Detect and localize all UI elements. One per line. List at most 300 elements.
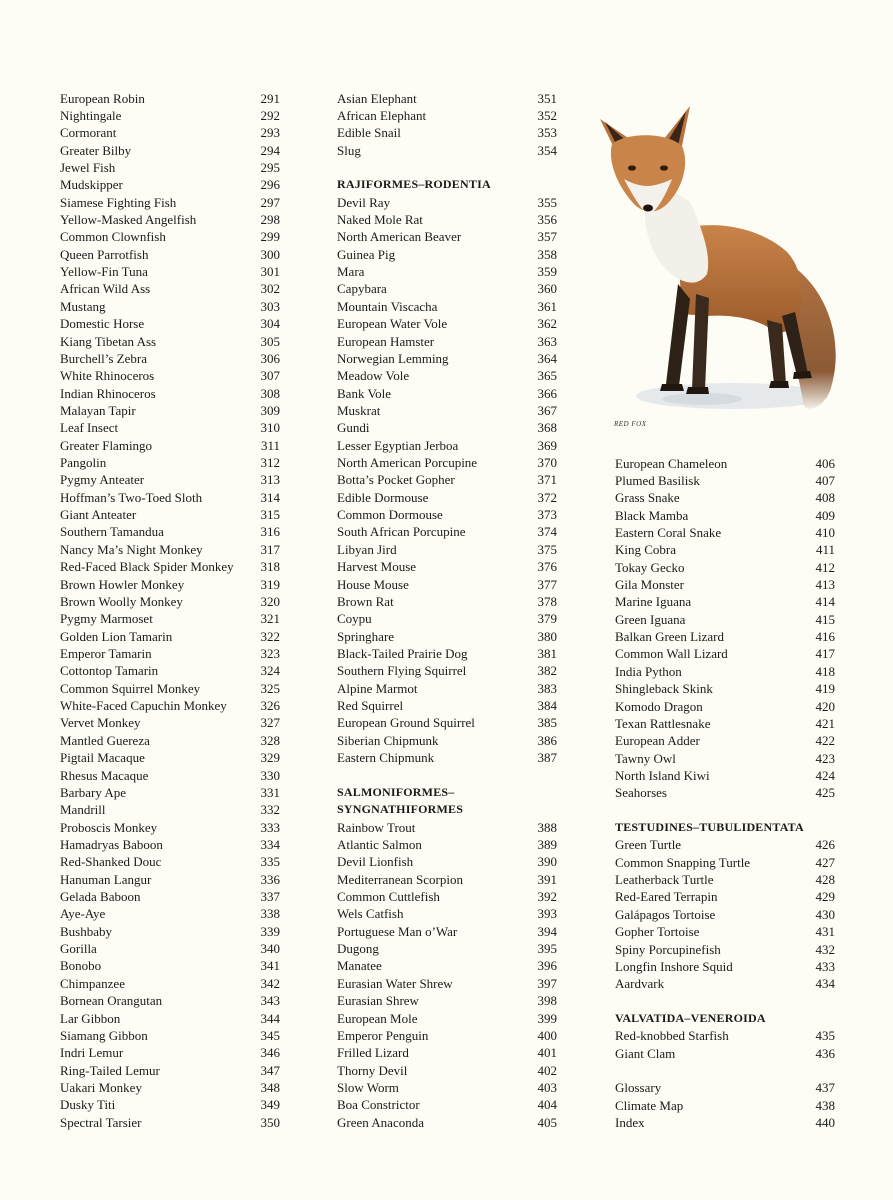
toc-entry[interactable] [60, 732, 280, 749]
toc-entry[interactable] [60, 437, 280, 454]
entry-title: Spectral Tarsier [60, 1114, 142, 1130]
toc-entry[interactable] [60, 610, 280, 627]
toc-entry[interactable] [337, 853, 557, 870]
toc-entry[interactable] [615, 1079, 835, 1096]
toc-entry[interactable] [337, 124, 557, 141]
toc-entry[interactable] [60, 836, 280, 853]
entry-title: Common Squirrel Monkey [60, 680, 201, 696]
toc-entry[interactable] [60, 1114, 280, 1131]
toc-entry[interactable] [337, 940, 557, 957]
entry-title: North American Beaver [337, 229, 462, 245]
toc-entry[interactable] [337, 90, 557, 107]
page-number: 356 [537, 212, 557, 228]
entry-title: Slug [337, 142, 361, 158]
toc-entry[interactable] [60, 333, 280, 350]
page-number: 345 [260, 1027, 280, 1043]
toc-entry[interactable] [615, 576, 835, 593]
toc-entry[interactable] [337, 506, 557, 523]
page-number: 363 [537, 333, 557, 349]
toc-entry[interactable] [615, 663, 835, 680]
toc-entry[interactable] [60, 523, 280, 540]
entry-title: Siamese Fighting Fish [60, 194, 177, 210]
entry-title: Naked Mole Rat [337, 212, 423, 228]
page-number: 329 [260, 750, 280, 766]
toc-entry[interactable] [337, 333, 557, 350]
toc-entry[interactable] [337, 749, 557, 766]
page-number: 372 [537, 489, 557, 505]
entry-title: Boa Constrictor [337, 1097, 420, 1113]
page-number: 297 [260, 194, 280, 210]
page-number: 412 [815, 559, 835, 575]
entry-title: Galápagos Tortoise [615, 906, 716, 922]
toc-entry[interactable] [60, 697, 280, 714]
page-number: 367 [537, 402, 557, 418]
toc-entry[interactable] [60, 211, 280, 228]
toc-entry[interactable] [337, 732, 557, 749]
toc-entry[interactable] [60, 1079, 280, 1096]
toc-entry[interactable] [615, 975, 835, 992]
toc-entry[interactable] [60, 246, 280, 263]
toc-entry[interactable] [337, 419, 557, 436]
toc-entry[interactable] [615, 1045, 835, 1062]
toc-entry[interactable] [615, 1027, 835, 1044]
entry-title: Gopher Tortoise [615, 924, 700, 940]
toc-entry[interactable] [60, 176, 280, 193]
toc-entry[interactable] [337, 228, 557, 245]
toc-entry[interactable] [60, 298, 280, 315]
toc-entry[interactable] [60, 957, 280, 974]
page-number: 393 [537, 906, 557, 922]
page-number: 310 [260, 420, 280, 436]
toc-entry[interactable] [615, 941, 835, 958]
toc-entry[interactable] [337, 697, 557, 714]
page-number: 386 [537, 732, 557, 748]
entry-title: Cottontop Tamarin [60, 663, 159, 679]
toc-entry[interactable] [615, 472, 835, 489]
toc-entry[interactable] [60, 107, 280, 124]
toc-entry[interactable] [60, 593, 280, 610]
toc-entry[interactable] [60, 90, 280, 107]
toc-entry[interactable] [60, 419, 280, 436]
toc-entry[interactable] [60, 142, 280, 159]
toc-entry[interactable] [337, 1044, 557, 1061]
entry-title: Dusky Titi [60, 1097, 116, 1113]
entry-title: Climate Map [615, 1097, 684, 1113]
page-number: 436 [815, 1045, 835, 1061]
page-number: 293 [260, 125, 280, 141]
toc-entry[interactable] [60, 714, 280, 731]
entry-title: Marine Iguana [615, 594, 692, 610]
entry-title: Uakari Monkey [60, 1079, 142, 1095]
toc-entry[interactable] [615, 854, 835, 871]
toc-entry[interactable] [337, 1027, 557, 1044]
toc-entry[interactable] [337, 957, 557, 974]
entry-title: Harvest Mouse [337, 559, 417, 575]
entry-title: Yellow-Masked Angelfish [60, 212, 197, 228]
entry-title: Black Mamba [615, 507, 689, 523]
page-number: 408 [815, 490, 835, 506]
toc-entry[interactable] [60, 228, 280, 245]
toc-entry[interactable] [337, 385, 557, 402]
toc-entry[interactable] [60, 888, 280, 905]
page-number: 331 [260, 784, 280, 800]
page-number: 403 [537, 1079, 557, 1095]
entry-title: Siamang Gibbon [60, 1027, 148, 1043]
toc-entry[interactable] [615, 888, 835, 905]
toc-entry[interactable] [337, 107, 557, 124]
entry-title: Grass Snake [615, 490, 680, 506]
toc-entry[interactable] [615, 559, 835, 576]
toc-entry[interactable] [60, 402, 280, 419]
entry-title: Texan Rattlesnake [615, 715, 711, 731]
page-number: 302 [260, 281, 280, 297]
page-number: 368 [537, 420, 557, 436]
page-number: 417 [815, 646, 835, 662]
entry-title: Pygmy Anteater [60, 472, 145, 488]
toc-entry[interactable] [60, 819, 280, 836]
entry-title: Norwegian Lemming [337, 350, 449, 366]
toc-entry[interactable] [337, 628, 557, 645]
page-number: 425 [815, 785, 835, 801]
entry-title: Mediterranean Scorpion [337, 871, 463, 887]
entry-title: Devil Lionfish [337, 854, 414, 870]
toc-entry[interactable] [60, 871, 280, 888]
toc-entry[interactable] [337, 871, 557, 888]
entry-title: Red-Eared Terrapin [615, 889, 718, 905]
toc-entry[interactable] [615, 455, 835, 472]
toc-entry[interactable] [337, 975, 557, 992]
toc-entry[interactable] [337, 194, 557, 211]
toc-entry[interactable] [60, 940, 280, 957]
page-number: 357 [537, 229, 557, 245]
toc-entry[interactable] [337, 680, 557, 697]
toc-entry[interactable] [337, 1096, 557, 1113]
entry-title: Siberian Chipmunk [337, 732, 439, 748]
entry-title: Nancy Ma’s Night Monkey [60, 541, 203, 557]
toc-entry[interactable] [337, 1010, 557, 1027]
page-number: 309 [260, 402, 280, 418]
page-number: 335 [260, 854, 280, 870]
page-number: 404 [537, 1097, 557, 1113]
toc-entry[interactable] [337, 471, 557, 488]
toc-entry[interactable] [337, 541, 557, 558]
toc-entry[interactable] [615, 784, 835, 801]
toc-entry[interactable] [60, 905, 280, 922]
toc-entry[interactable] [60, 992, 280, 1009]
page-number: 313 [260, 472, 280, 488]
toc-entry[interactable] [337, 662, 557, 679]
toc-entry[interactable] [615, 541, 835, 558]
entry-title: Kiang Tibetan Ass [60, 333, 157, 349]
entry-title: Guinea Pig [337, 246, 396, 262]
toc-entry[interactable] [60, 923, 280, 940]
toc-entry[interactable] [60, 1027, 280, 1044]
entry-title: Southern Tamandua [60, 524, 164, 540]
page-number: 330 [260, 767, 280, 783]
spacer [337, 767, 557, 784]
entry-title: Aardvark [615, 976, 665, 992]
entry-title: Golden Lion Tamarin [60, 628, 173, 644]
page-number: 296 [260, 177, 280, 193]
toc-entry[interactable] [615, 1114, 835, 1131]
toc-entry[interactable] [337, 992, 557, 1009]
section-heading: TESTUDINES–TUBULIDENTATA [615, 820, 804, 835]
toc-entry[interactable] [337, 836, 557, 853]
toc-entry[interactable] [337, 298, 557, 315]
entry-title: Red-knobbed Starfish [615, 1028, 729, 1044]
toc-entry[interactable] [615, 923, 835, 940]
entry-title: Libyan Jird [337, 541, 397, 557]
toc-entry[interactable] [615, 958, 835, 975]
toc-entry[interactable] [615, 628, 835, 645]
entry-title: Edible Snail [337, 125, 401, 141]
page-number: 322 [260, 628, 280, 644]
entry-title: Queen Parrotfish [60, 246, 149, 262]
page-number: 339 [260, 923, 280, 939]
toc-entry[interactable] [615, 645, 835, 662]
toc-entry[interactable] [337, 315, 557, 332]
toc-entry[interactable] [337, 714, 557, 731]
entry-title: Devil Ray [337, 194, 391, 210]
entry-title: Common Dormouse [337, 507, 443, 523]
page-number: 303 [260, 298, 280, 314]
toc-entry[interactable] [337, 1062, 557, 1079]
toc-entry[interactable] [60, 471, 280, 488]
page-number: 415 [815, 611, 835, 627]
toc-entry[interactable] [60, 367, 280, 384]
page-number: 427 [815, 854, 835, 870]
entry-title: Green Iguana [615, 611, 686, 627]
toc-entry[interactable] [615, 680, 835, 697]
entry-title: Barbary Ape [60, 784, 127, 800]
page-number: 307 [260, 368, 280, 384]
page-number: 440 [815, 1115, 835, 1131]
page-number: 431 [815, 924, 835, 940]
toc-entry[interactable] [60, 1096, 280, 1113]
toc-entry[interactable] [60, 853, 280, 870]
spacer [337, 159, 557, 176]
page-number: 294 [260, 142, 280, 158]
entry-title: Spiny Porcupinefish [615, 941, 721, 957]
toc-entry[interactable] [60, 194, 280, 211]
page-number: 426 [815, 837, 835, 853]
page-number: 343 [260, 993, 280, 1009]
toc-entry[interactable] [337, 437, 557, 454]
toc-entry[interactable] [337, 350, 557, 367]
page-number: 392 [537, 889, 557, 905]
page-number: 373 [537, 507, 557, 523]
toc-entry[interactable] [60, 1062, 280, 1079]
toc-entry[interactable] [60, 263, 280, 280]
toc-entry[interactable] [60, 680, 280, 697]
toc-entry[interactable] [337, 211, 557, 228]
page-number: 301 [260, 264, 280, 280]
toc-entry[interactable] [60, 975, 280, 992]
entry-title: Rainbow Trout [337, 819, 416, 835]
entry-title: Rhesus Macaque [60, 767, 149, 783]
entry-title: Pangolin [60, 455, 107, 471]
toc-entry[interactable] [615, 836, 835, 853]
entry-title: Nightingale [60, 107, 122, 123]
toc-entry[interactable] [60, 767, 280, 784]
page-number: 314 [260, 489, 280, 505]
page-number: 337 [260, 889, 280, 905]
page-number: 434 [815, 976, 835, 992]
toc-entry[interactable] [60, 454, 280, 471]
toc-entry[interactable] [60, 159, 280, 176]
page-number: 438 [815, 1097, 835, 1113]
page-number: 378 [537, 593, 557, 609]
page-number: 323 [260, 646, 280, 661]
entry-title: Shingleback Skink [615, 681, 713, 697]
toc-entry[interactable] [60, 558, 280, 575]
entry-title: Indri Lemur [60, 1045, 124, 1061]
entry-title: King Cobra [615, 542, 677, 558]
page-number: 375 [537, 541, 557, 557]
page-number: 401 [537, 1045, 557, 1061]
toc-entry[interactable] [60, 662, 280, 679]
toc-entry[interactable] [337, 263, 557, 280]
toc-entry[interactable] [60, 385, 280, 402]
entry-title: Komodo Dragon [615, 698, 703, 714]
toc-entry[interactable] [60, 280, 280, 297]
toc-entry[interactable] [60, 576, 280, 593]
toc-entry[interactable] [337, 819, 557, 836]
toc-entry[interactable] [615, 732, 835, 749]
entry-title: Gila Monster [615, 577, 684, 593]
entry-title: Capybara [337, 281, 387, 297]
entry-title: European Adder [615, 733, 700, 749]
page-number: 362 [537, 316, 557, 332]
page-number: 350 [260, 1114, 280, 1130]
toc-entry[interactable] [60, 645, 280, 662]
toc-entry[interactable] [337, 142, 557, 159]
toc-entry[interactable] [337, 1079, 557, 1096]
page-number: 341 [260, 958, 280, 974]
page-number: 366 [537, 385, 557, 401]
page-number: 391 [537, 871, 557, 887]
page-number: 435 [815, 1028, 835, 1044]
entry-title: Red Squirrel [337, 698, 404, 714]
toc-entry[interactable] [337, 610, 557, 627]
entry-title: Aye-Aye [60, 906, 106, 922]
entry-title: Asian Elephant [337, 90, 417, 106]
toc-entry[interactable] [337, 905, 557, 922]
toc-entry[interactable] [60, 1010, 280, 1027]
entry-title: Emperor Tamarin [60, 646, 152, 661]
toc-entry[interactable] [337, 923, 557, 940]
toc-entry[interactable] [60, 801, 280, 818]
toc-entry[interactable] [615, 715, 835, 732]
toc-entry[interactable] [615, 489, 835, 506]
toc-entry[interactable] [337, 576, 557, 593]
toc-entry[interactable] [337, 1114, 557, 1131]
page-number: 387 [537, 750, 557, 766]
toc-entry[interactable] [60, 489, 280, 506]
entry-title: Leatherback Turtle [615, 872, 714, 888]
page-number: 311 [260, 437, 280, 453]
page-number: 423 [815, 750, 835, 766]
entry-title: European Water Vole [337, 316, 448, 332]
entry-title: Common Clownfish [60, 229, 166, 245]
toc-entry[interactable] [337, 558, 557, 575]
page-number: 361 [537, 298, 557, 314]
entry-title: Hoffman’s Two-Toed Sloth [60, 489, 203, 505]
page-number: 437 [815, 1080, 835, 1096]
toc-entry[interactable] [60, 784, 280, 801]
section-heading: SALMONIFORMES– [337, 784, 455, 799]
toc-entry[interactable] [337, 489, 557, 506]
toc-entry[interactable] [60, 506, 280, 523]
page-number: 410 [815, 524, 835, 540]
toc-entry[interactable] [615, 871, 835, 888]
page-number: 295 [260, 159, 280, 175]
toc-entry[interactable] [615, 524, 835, 541]
page-number: 326 [260, 698, 280, 714]
toc-entry[interactable] [337, 523, 557, 540]
toc-entry[interactable] [337, 402, 557, 419]
toc-entry[interactable] [337, 645, 557, 662]
entry-title: Thorny Devil [337, 1062, 408, 1078]
toc-entry[interactable] [337, 593, 557, 610]
entry-title: African Wild Ass [60, 281, 151, 297]
toc-entry[interactable] [615, 611, 835, 628]
page-number: 424 [815, 767, 835, 783]
toc-entry[interactable] [60, 628, 280, 645]
entry-title: Cormorant [60, 125, 117, 141]
page-number: 409 [815, 507, 835, 523]
contents-column-2 [337, 90, 557, 1132]
entry-title: Ring-Tailed Lemur [60, 1062, 160, 1078]
contents-column-3 [615, 455, 835, 1132]
toc-entry[interactable] [615, 750, 835, 767]
section-heading: VALVATIDA–VENEROIDA [615, 1011, 766, 1025]
entry-title: Muskrat [337, 402, 381, 418]
entry-title: Mandrill [60, 802, 106, 818]
entry-title: Wels Catfish [337, 906, 404, 922]
toc-entry[interactable] [615, 593, 835, 610]
toc-entry[interactable] [60, 315, 280, 332]
toc-entry[interactable] [615, 906, 835, 923]
toc-entry[interactable] [60, 124, 280, 141]
toc-entry[interactable] [337, 888, 557, 905]
toc-entry[interactable] [615, 698, 835, 715]
page-number: 358 [537, 246, 557, 262]
red-fox-illustration [582, 84, 854, 444]
toc-entry[interactable] [60, 541, 280, 558]
toc-entry[interactable] [615, 767, 835, 784]
toc-entry[interactable] [337, 246, 557, 263]
entry-title: Malayan Tapir [60, 402, 136, 418]
entry-title: North American Porcupine [337, 455, 478, 471]
page-number: 381 [537, 646, 557, 661]
toc-entry[interactable] [60, 350, 280, 367]
toc-entry[interactable] [337, 454, 557, 471]
page-number: 300 [260, 246, 280, 262]
toc-entry[interactable] [615, 1097, 835, 1114]
entry-title: Mudskipper [60, 177, 123, 193]
toc-entry[interactable] [337, 280, 557, 297]
toc-entry[interactable] [615, 507, 835, 524]
page-number: 377 [537, 576, 557, 592]
toc-entry[interactable] [337, 367, 557, 384]
toc-entry[interactable] [60, 1044, 280, 1061]
toc-entry[interactable] [60, 749, 280, 766]
page-number: 379 [537, 611, 557, 627]
page-number: 384 [537, 698, 557, 714]
entry-title: European Mole [337, 1010, 418, 1026]
entry-title: European Ground Squirrel [337, 715, 475, 731]
